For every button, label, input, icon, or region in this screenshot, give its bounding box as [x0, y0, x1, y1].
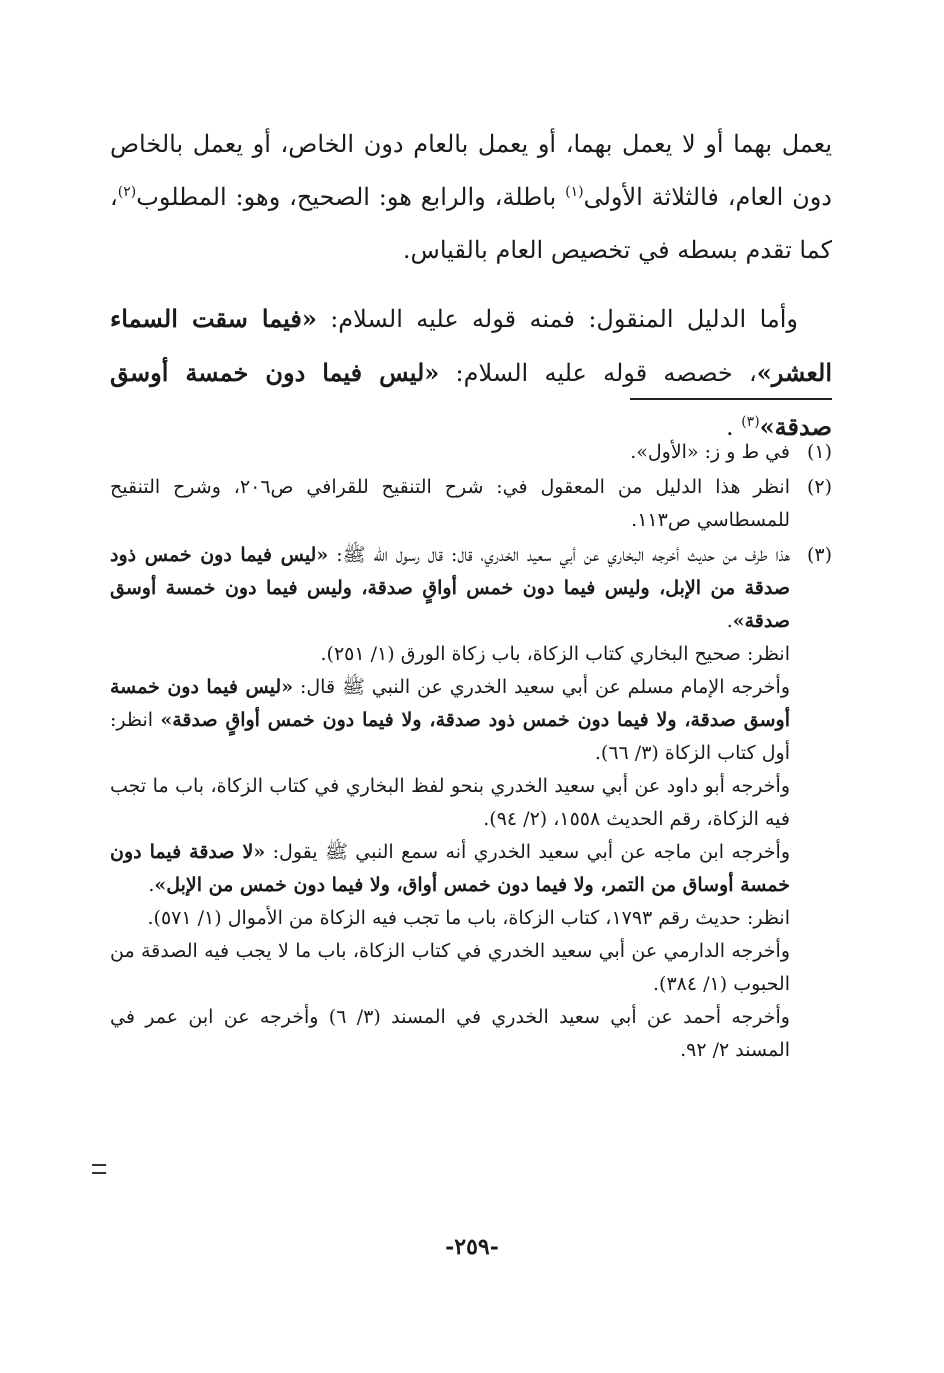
hadith-quote: «فيما سقت السماء العشر»	[110, 304, 832, 387]
margin-mark	[92, 1164, 106, 1174]
footnote-text: في ط و ز: «الأول».	[630, 441, 790, 463]
footnote-3	[110, 539, 832, 1067]
paragraph-1: يعمل بهما أو لا يعمل بهما، أو يعمل بالعام دون الخاص، أو يعمل بالخاص دون العام، فالثلاثة الأولى$^{(١)}$ باطلة، والرابع هو: الصحيح، وهو: المطلوب$^{(٢)}$، كما تقدم بسطه في تخصيص العام بالقياس.	[110, 130, 832, 264]
footnote-2	[110, 471, 832, 537]
hadith-quote: «لا صدقة فيما دون خمسة أوساق من التمر، ولا فيما دون خمس أواق، ولا فيما دون خمس من الإبل»	[110, 841, 790, 896]
footnote-1	[110, 436, 832, 469]
hadith-quote: «ليس فيما دون خمسة أوسق صدقة، ولا فيما دون خمس ذود صدقة، ولا فيما دون خمس أواقٍ صدقة»	[110, 676, 791, 731]
footnote-text: انظر هذا الدليل من المعقول في: شرح التنقيح للقرافي ص٢٠٦، وشرح التنقيح للمسطاسي ص١١٣.	[110, 476, 790, 531]
footnote-3-ref-abudawud: وأخرجه أبو داود عن أبي سعيد الخدري بنحو لفظ البخاري في كتاب الزكاة، باب ما تجب فيه الزكاة، رقم الحديث ١٥٥٨، (٢/ ٩٤).	[110, 775, 790, 830]
footnote-3-ref-hadith-number: انظر: حديث رقم ١٧٩٣، كتاب الزكاة، باب ما تجب فيه الزكاة من الأموال (١/ ٥٧١).	[147, 907, 790, 929]
footnote-3-ref-darimi: وأخرجه الدارمي عن أبي سعيد الخدري في كتاب الزكاة، باب ما لا يجب فيه الصدقة من الحبوب (١/ ٣٨٤).	[110, 940, 790, 995]
footnote-3-ref-ahmad: وأخرجه أحمد عن أبي سعيد الخدري في المسند (٣/ ٦) وأخرجه عن ابن عمر في المسند ٢/ ٩٢.	[110, 1006, 790, 1061]
footnote-3-ref-ibnmajah: وأخرجه ابن ماجه عن أبي سعيد الخدري أنه سمع النبي ﷺ يقول: «لا صدقة فيما دون خمسة أوساق من التمر، ولا فيما دون خمس أواق، ولا فيما دون خمس من الإبل».	[110, 841, 790, 896]
footnote-ref-2: (٢)	[117, 184, 137, 200]
footnote-3-intro: هذا طرف من حديث أخرجه البخاري عن أبي سعيد الخدري، قال: قال رسول الله ﷺ: «ليس فيما دون خمس ذود صدقة من الإبل، وليس فيما دون خمس أواقٍ صدقة، وليس فيما دون خمسة أوسق صدقة».	[110, 544, 790, 632]
hadith-quote: «ليس فيما دون خمسة أوسق صدقة»	[110, 358, 832, 441]
footnote-number: (٢)	[806, 476, 832, 498]
footnote-3-ref-bukhari: انظر: صحيح البخاري كتاب الزكاة، باب زكاة الورق (١/ ٢٥١).	[320, 643, 790, 665]
footnotes-section	[110, 436, 832, 1069]
footnote-3-ref-muslim: وأخرجه الإمام مسلم عن أبي سعيد الخدري عن النبي ﷺ قال: «ليس فيما دون خمسة أوسق صدقة، ولا فيما دون خمس ذود صدقة، ولا فيما دون خمس أواقٍ صدقة» انظر: أول كتاب الزكاة (٣/ ٦٦).	[110, 676, 791, 764]
page-number: -٢٥٩-	[445, 1234, 499, 1260]
footnote-number: (١)	[806, 441, 832, 463]
hadith-quote: «ليس فيما دون خمس ذود صدقة من الإبل، وليس فيما دون خمس أواقٍ صدقة، وليس فيما دون خمسة أوسق صدقة»	[110, 544, 790, 632]
footnote-separator	[630, 398, 832, 400]
footnote-number: (٣)	[806, 544, 832, 566]
footnote-ref-3: (٣)	[741, 414, 760, 430]
main-text-body	[110, 118, 832, 454]
footnote-ref-1: (١)	[565, 184, 584, 200]
paragraph-2: وأما الدليل المنقول: فمنه قوله عليه السلام: «فيما سقت السماء العشر»، خصصه قوله عليه السلام: «ليس فيما دون خمسة أوسق صدقة»$^{(٣)}$ .	[110, 304, 832, 441]
